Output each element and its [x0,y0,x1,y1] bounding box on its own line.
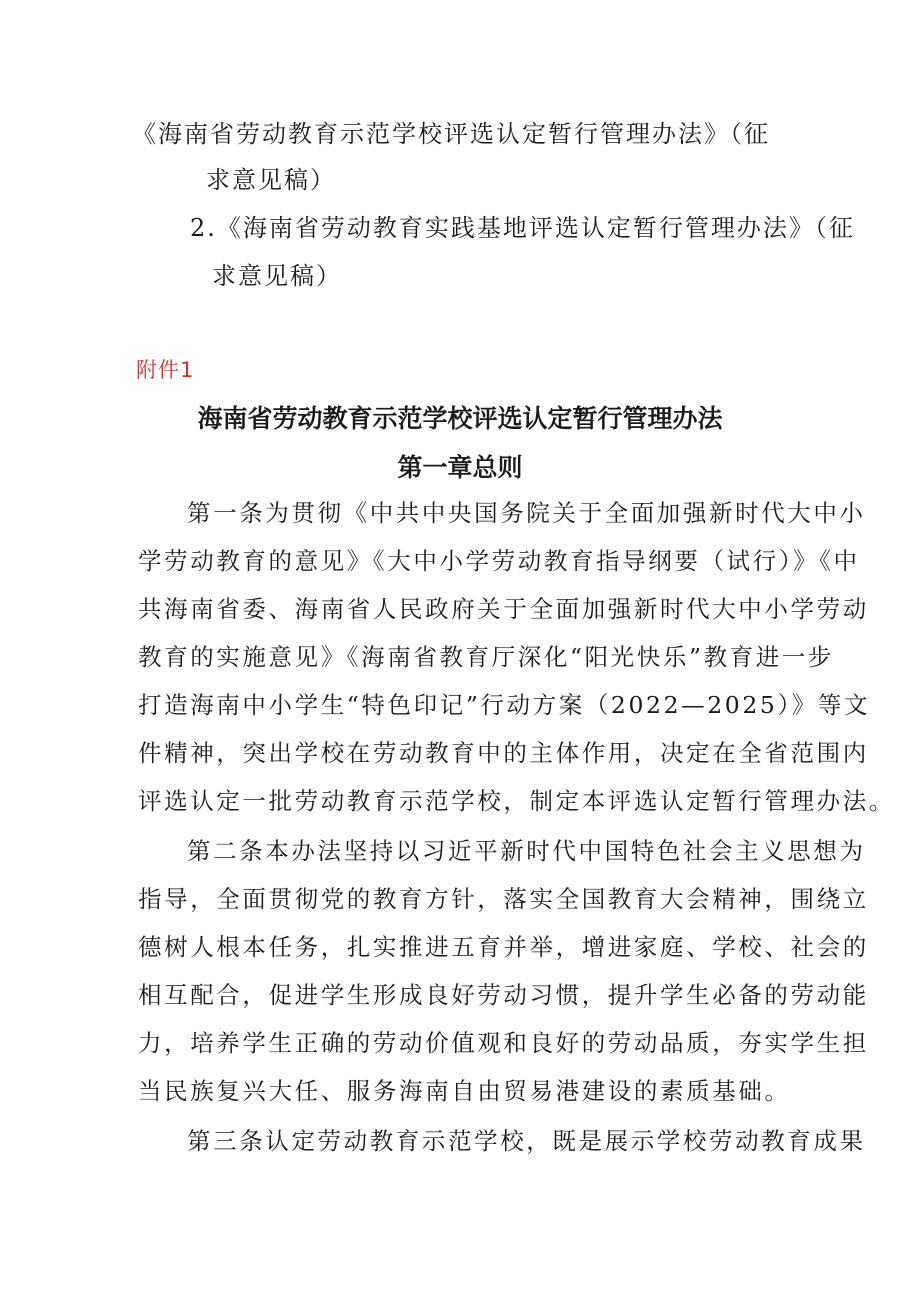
article-2-line: 相互配合，促进学生形成良好劳动习惯，提升学生必备的劳动能 [138,981,869,1009]
article-1-line: 打造海南中小学生“特色印记”行动方案（2022—2025）》等文 [138,691,871,719]
article-1-line: 第一条为贯彻《中共中央国务院关于全面加强新时代大中小 [187,499,866,527]
article-2-line: 当民族复兴大任、服务海南自由贸易港建设的素质基础。 [138,1077,791,1105]
chapter-title: 第一章总则 [397,453,523,482]
attachment-2-line-1: 2.《海南省劳动教育实践基地评选认定暂行管理办法》（征 [190,214,855,242]
article-1-line: 共海南省委、海南省人民政府关于全面加强新时代大中小学劳动 [138,595,869,623]
attachment-1-line-1: 《海南省劳动教育示范学校评选认定暂行管理办法》（征 [132,120,770,148]
article-2-line: 力，培养学生正确的劳动价值观和良好的劳动品质，夯实学生担 [138,1029,869,1057]
annex-label: 附件1 [136,358,195,382]
article-1-line: 教育的实施意见》《海南省教育厅深化“阳光快乐”教育进一步 [138,643,835,671]
article-2-line: 德树人根本任务，扎实推进五育并举，增进家庭、学校、社会的 [138,933,869,961]
article-1-line: 学劳动教育的意见》《大中小学劳动教育指导纲要（试行）》《中 [138,547,860,575]
document-title: 海南省劳动教育示范学校评选认定暂行管理办法 [197,404,723,433]
article-2-line: 第二条本办法坚持以习近平新时代中国特色社会主义思想为 [187,837,866,865]
attachment-2-line-2: 求意见稿） [212,262,342,290]
article-1-line: 评选认定一批劳动教育示范学校，制定本评选认定暂行管理办法。 [138,787,895,815]
article-2-line: 指导，全面贯彻党的教育方针，落实全国教育大会精神，围绕立 [138,885,869,913]
article-1-line: 件精神，突出学校在劳动教育中的主体作用，决定在全省范围内 [138,739,869,767]
article-3-line: 第三条认定劳动教育示范学校，既是展示学校劳动教育成果 [187,1127,866,1155]
attachment-1-line-2: 求意见稿） [206,166,336,194]
